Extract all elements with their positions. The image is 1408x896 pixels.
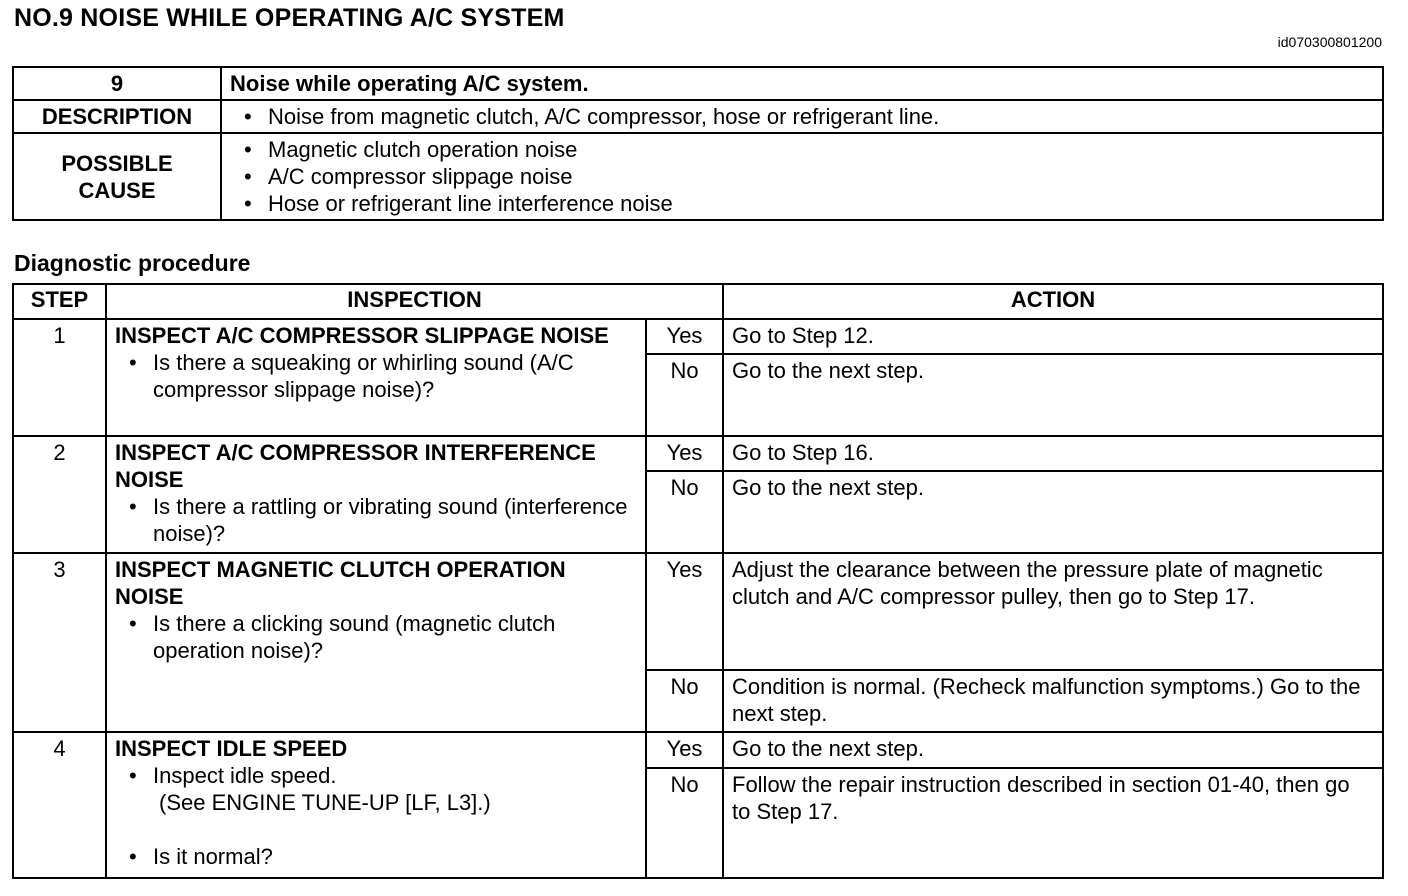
description-label: DESCRIPTION: [13, 100, 221, 133]
inspection-list: [115, 843, 637, 870]
yes-label: Yes: [646, 553, 723, 670]
page-title: NO.9 NOISE WHILE OPERATING A/C SYSTEM: [14, 4, 565, 32]
inspection-heading: INSPECT A/C COMPRESSOR INTERFERENCE NOISE: [115, 440, 596, 492]
inspection-cell: [106, 732, 646, 878]
document-id: id070300801200: [1277, 34, 1382, 50]
description-cell: [221, 100, 1383, 133]
step-number: 2: [13, 436, 106, 553]
procedure-header-row: [13, 284, 1383, 319]
inspection-column-header: INSPECTION: [106, 284, 723, 319]
inspection-list: [115, 610, 637, 664]
inspection-item: • Is there a clicking sound (magnetic clutch operation noise)?: [115, 610, 637, 664]
inspection-item-text: • Inspect idle speed.: [153, 763, 337, 788]
inspection-item: • Is there a rattling or vibrating sound (interference noise)?: [115, 493, 637, 547]
yes-action: Go to the next step.: [723, 732, 1383, 768]
description-row: [13, 100, 1383, 133]
spacer: [115, 816, 637, 843]
yes-label: Yes: [646, 436, 723, 471]
inspection-list: [115, 762, 637, 816]
step-number: 1: [13, 319, 106, 436]
no-action: Go to the next step.: [723, 471, 1383, 553]
no-label: No: [646, 670, 723, 732]
symptom-info-table: [12, 66, 1384, 221]
inspection-cell: [106, 436, 646, 553]
description-list: [230, 103, 1374, 130]
no-action: Go to the next step.: [723, 354, 1383, 436]
inspection-heading: INSPECT MAGNETIC CLUTCH OPERATION NOISE: [115, 557, 566, 609]
symptom-number: 9: [13, 67, 221, 100]
step-1-yes-row: [13, 319, 1383, 354]
possible-cause-label: [13, 133, 221, 220]
yes-action: Go to Step 16.: [723, 436, 1383, 471]
yes-label: Yes: [646, 319, 723, 354]
possible-cause-cell: [221, 133, 1383, 220]
reference-link[interactable]: (See ENGINE TUNE-UP [LF, L3].): [159, 790, 491, 815]
no-action: Condition is normal. (Recheck malfunction symptoms.) Go to the next step.: [723, 670, 1383, 732]
possible-cause-row: [13, 133, 1383, 220]
possible-cause-label-line2: CAUSE: [78, 177, 156, 203]
symptom-number-row: [13, 67, 1383, 100]
yes-label: Yes: [646, 732, 723, 768]
possible-cause-list: [230, 136, 1374, 217]
inspection-list: [115, 493, 637, 547]
action-column-header: ACTION: [723, 284, 1383, 319]
inspection-heading: INSPECT A/C COMPRESSOR SLIPPAGE NOISE: [115, 323, 609, 348]
inspection-list: [115, 349, 637, 403]
symptom-heading: Noise while operating A/C system.: [221, 67, 1383, 100]
description-item: • Noise from magnetic clutch, A/C compressor, hose or refrigerant line.: [230, 103, 1374, 130]
section-title: Diagnostic procedure: [14, 250, 251, 276]
step-2-yes-row: [13, 436, 1383, 471]
possible-cause-label-line1: POSSIBLE: [61, 150, 173, 176]
cause-item: • Magnetic clutch operation noise: [230, 136, 1374, 163]
inspection-item: [115, 762, 637, 816]
inspection-heading: INSPECT IDLE SPEED: [115, 736, 348, 761]
step-3-yes-row: [13, 553, 1383, 670]
no-action: Follow the repair instruction described in section 01-40, then go to Step 17.: [723, 768, 1383, 878]
no-label: No: [646, 768, 723, 878]
yes-action: Go to Step 12.: [723, 319, 1383, 354]
no-label: No: [646, 471, 723, 553]
step-4-yes-row: [13, 732, 1383, 768]
step-number: 4: [13, 732, 106, 878]
cause-item: • A/C compressor slippage noise: [230, 163, 1374, 190]
step-number: 3: [13, 553, 106, 732]
step-column-header: STEP: [13, 284, 106, 319]
diagnostic-procedure-table: [12, 283, 1384, 879]
inspection-item: • Is there a squeaking or whirling sound (A/C compressor slippage noise)?: [115, 349, 637, 403]
inspection-cell: [106, 319, 646, 436]
inspection-cell: [106, 553, 646, 732]
inspection-item: • Is it normal?: [115, 843, 637, 870]
cause-item: • Hose or refrigerant line interference noise: [230, 190, 1374, 217]
yes-action: Adjust the clearance between the pressure plate of magnetic clutch and A/C compressor pulley, then go to Step 17.: [723, 553, 1383, 670]
no-label: No: [646, 354, 723, 436]
